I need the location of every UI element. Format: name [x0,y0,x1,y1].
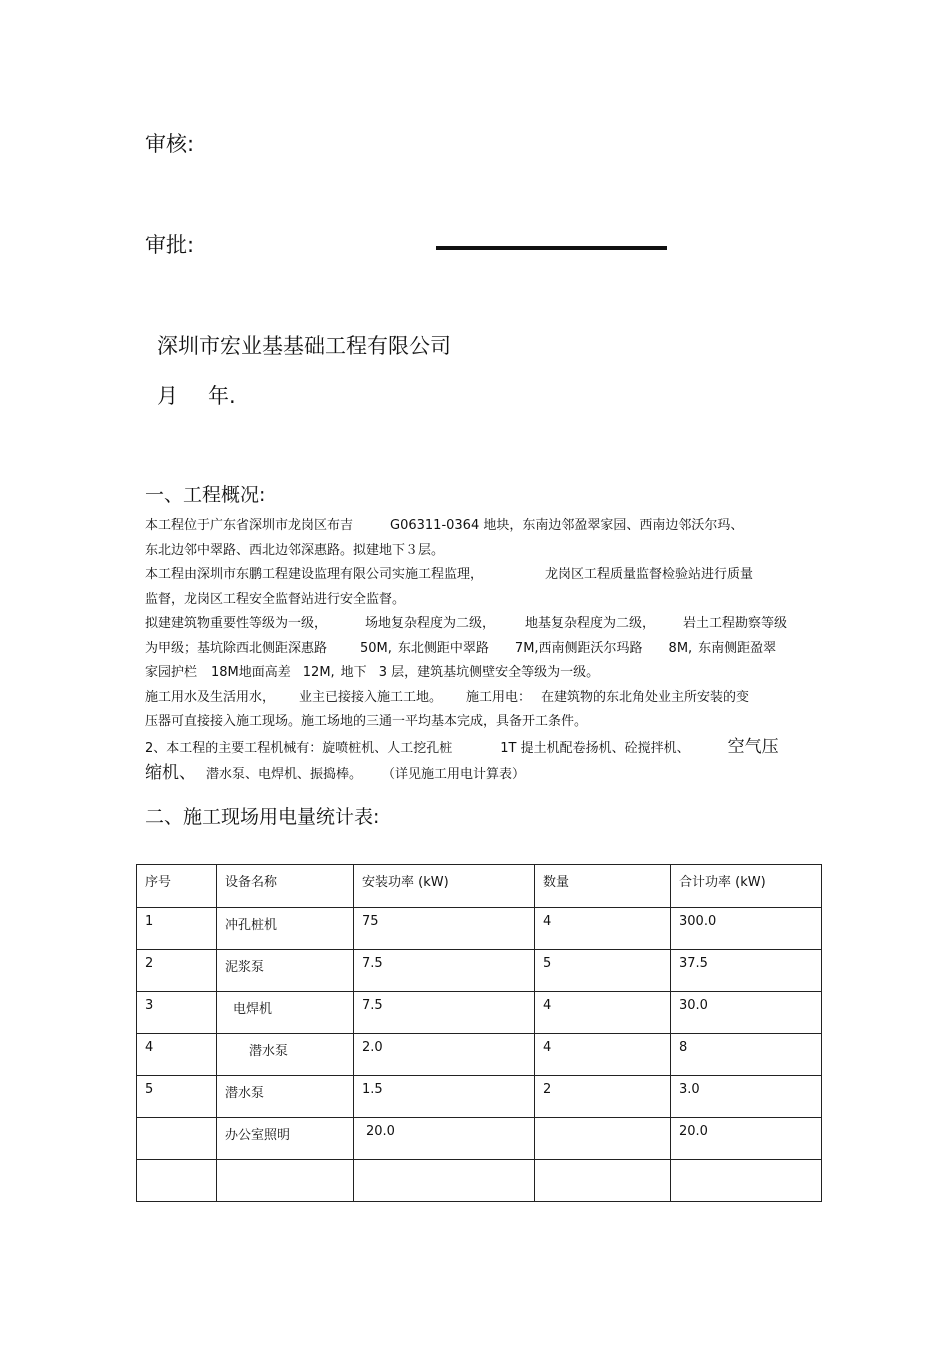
date-line [157,380,236,410]
company-name: 深圳市宏业基基础工程有限公司 [157,334,451,358]
table-cell: 泥浆泵 [217,950,354,992]
table-row [137,1118,822,1160]
year-label: 年. [208,384,236,408]
table-cell: 300.0 [671,908,822,950]
table-header-row [137,865,822,908]
table-cell: 办公室照明 [217,1118,354,1160]
table-cell: 20.0 [671,1118,822,1160]
table-cell: 4 [535,908,671,950]
table-cell: 2 [535,1076,671,1118]
table-header-cell: 设备名称 [217,865,354,908]
table-cell [535,1118,671,1160]
section2-title: 二、施工现场用电量统计表: [145,806,380,828]
table-header-cell: 安装功率 (kW) [354,865,535,908]
table-cell: 4 [137,1034,217,1076]
table-cell [354,1160,535,1202]
table-cell [137,1118,217,1160]
table-cell: 潜水泵 [217,1076,354,1118]
table-cell: 冲孔桩机 [217,908,354,950]
para-line: 监督，龙岗区工程安全监督站进行安全监督。 [145,591,406,607]
section1-body [145,514,787,788]
compressor-text-a: 空气压 [727,736,779,757]
table-header-cell: 数量 [535,865,671,908]
compressor-text-b: 缩机、 [145,763,196,783]
table-cell: 3.0 [671,1076,822,1118]
table-cell: 1.5 [354,1076,535,1118]
table-cell [137,1160,217,1202]
para-line: 家园护栏 18M地面高差 12M, 地下 3 层，建筑基坑侧壁安全等级为一级。 [145,665,600,680]
table-cell: 75 [354,908,535,950]
table-cell: 2.0 [354,1034,535,1076]
table-cell: 5 [137,1076,217,1118]
table-cell: 7.5 [354,950,535,992]
table-cell: 电焊机 [217,992,354,1034]
para-line: 本工程位于广东省深圳市龙岗区布吉 G06311-0364 地块，东南边邻盈翠家园、西南边邻沃尔玛、 [145,518,744,533]
table-cell [217,1160,354,1202]
table-cell: 2 [137,950,217,992]
table-cell: 3 [137,992,217,1034]
para-line: 施工用水及生活用水， 业主已接接入施工工地。 施工用电： 在建筑物的东北角处业主所安装的变 [145,689,750,705]
para-line: 2、本工程的主要工程机械有：旋喷桩机、人工挖孔桩 1T 提土机配卷扬机、砼搅拌机、 空气压 [145,735,787,762]
table-cell [535,1160,671,1202]
table-cell: 37.5 [671,950,822,992]
para-line: 为甲级；基坑除西北侧距深惠路 50M, 东北侧距中翠路 7M,西南侧距沃尔玛路 8M, 东南侧距盈翠 [145,640,777,656]
table-row [137,950,822,992]
review-label: 审核: [145,132,195,156]
table-cell: 7.5 [354,992,535,1034]
table-cell: 潜水泵 [217,1034,354,1076]
table-cell: 30.0 [671,992,822,1034]
signature-line [436,246,667,250]
table-cell: 5 [535,950,671,992]
table-cell: 20.0 [354,1118,535,1160]
table-header-cell: 合计功率 (kW) [671,865,822,908]
approve-label: 审批: [145,233,195,257]
para-line: 拟建建筑物重要性等级为一级， 场地复杂程度为二级， 地基复杂程度为二级， 岩土工程勘察等级 [145,616,788,631]
table-row [137,908,822,950]
table-row [137,1076,822,1118]
para-line: 东北边邻中翠路、西北边邻深惠路。拟建地下３层。 [145,542,445,558]
table-cell: 1 [137,908,217,950]
para-line: 缩机、 潜水泵、电焊机、振捣棒。 （详见施工用电计算表） [145,761,787,788]
table-cell: 4 [535,1034,671,1076]
power-table [136,864,822,1202]
para-line: 压器可直接接入施工现场。施工场地的三通一平均基本完成，具备开工条件。 [145,714,588,729]
table-row [137,1160,822,1202]
table-cell: 4 [535,992,671,1034]
section1-title: 一、工程概况: [145,484,266,506]
table-cell [671,1160,822,1202]
month-label: 月 [157,384,178,408]
table-cell: 8 [671,1034,822,1076]
para-line: 本工程由深圳市东鹏工程建设监理有限公司实施工程监理， 龙岗区工程质量监督检验站进行质量 [145,567,754,582]
table-row [137,992,822,1034]
table-row [137,1034,822,1076]
table-header-cell: 序号 [137,865,217,908]
